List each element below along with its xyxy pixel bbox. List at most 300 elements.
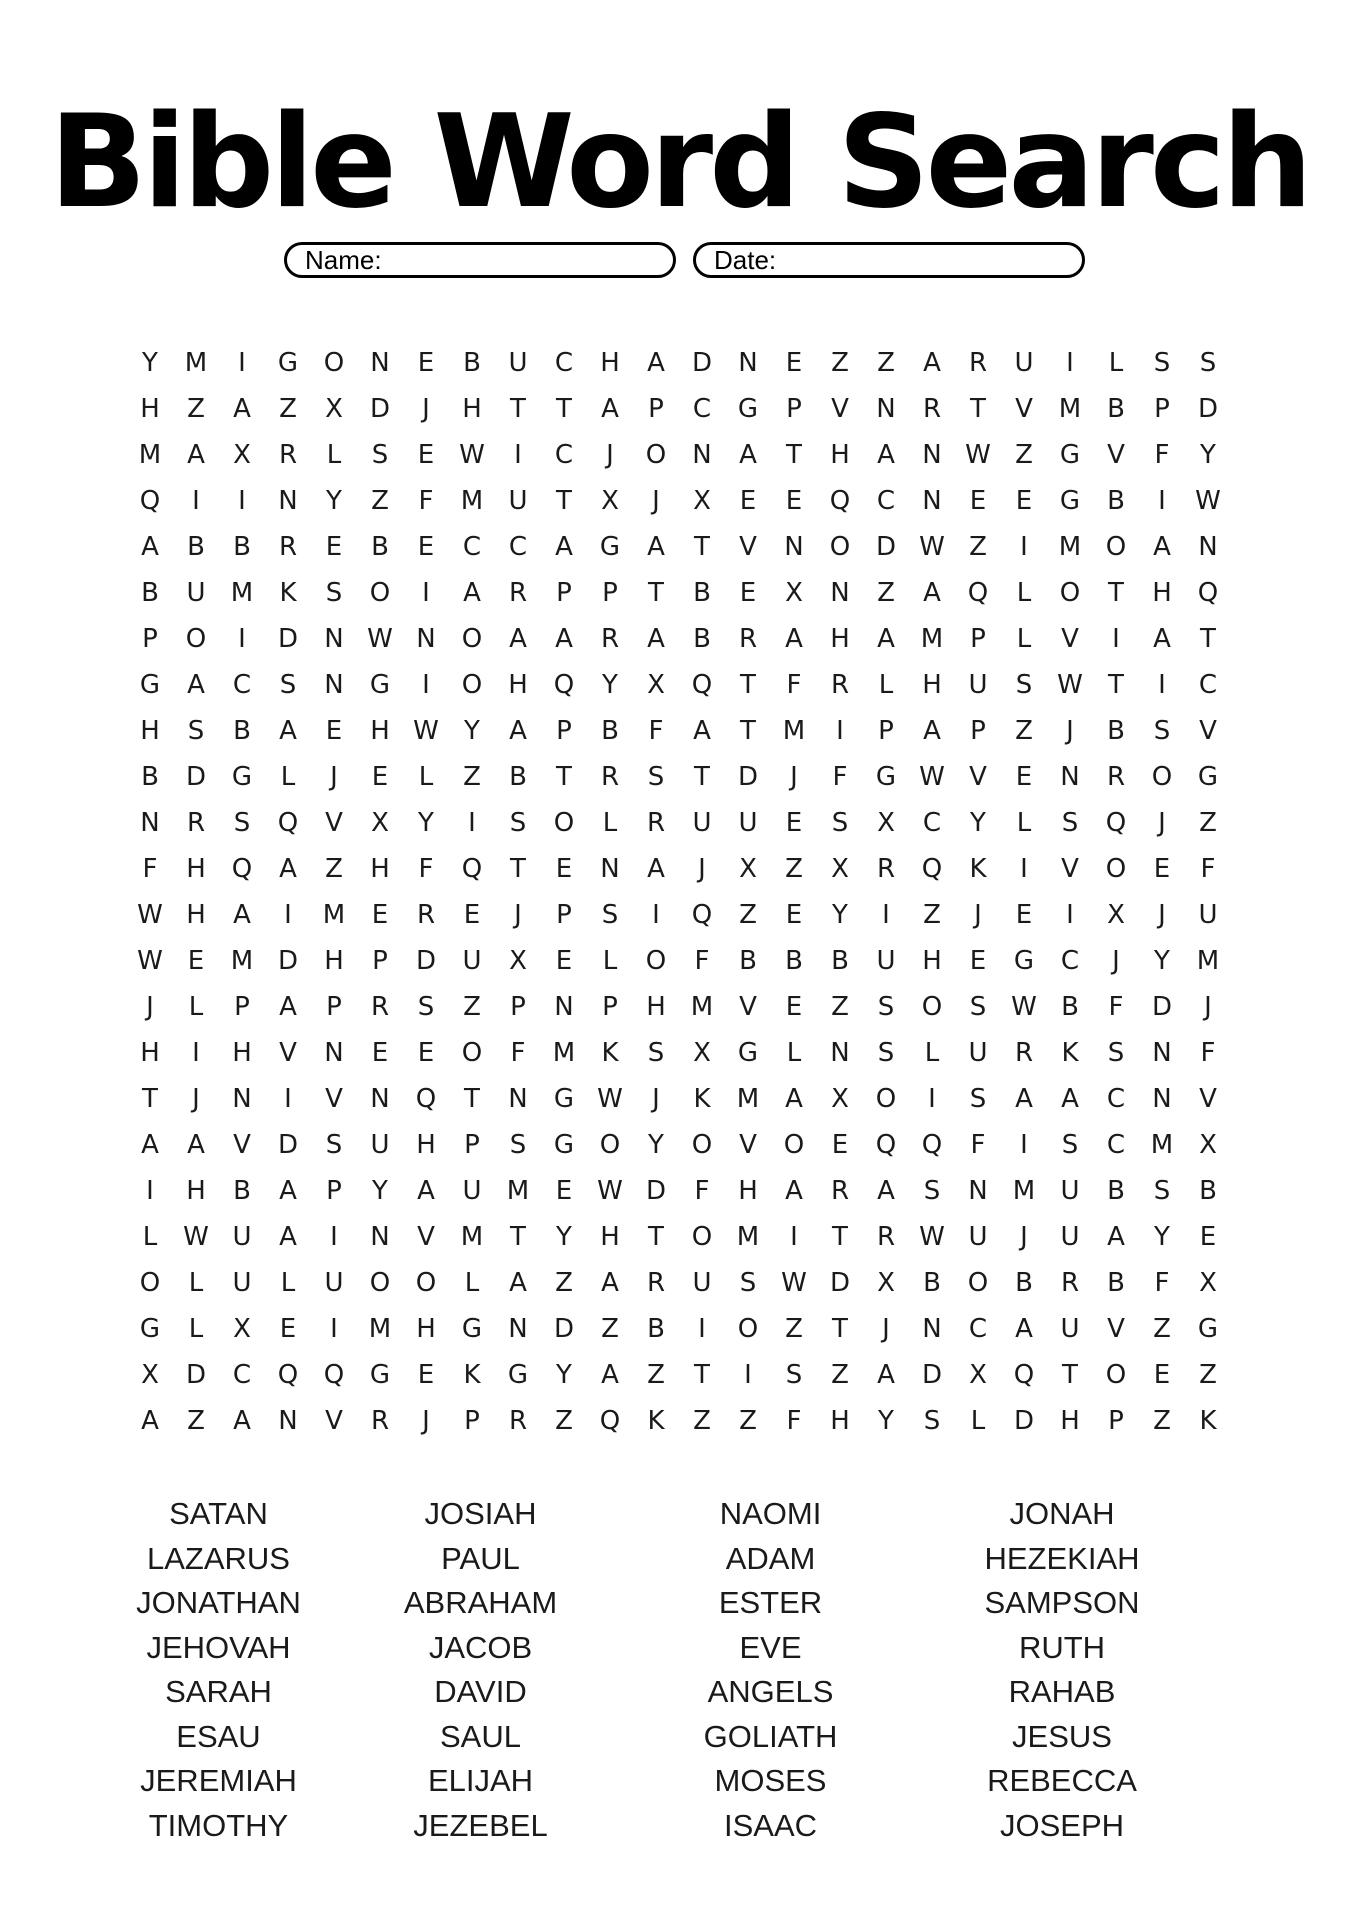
grid-letter[interactable]: H [416, 1130, 436, 1160]
grid-letter[interactable]: U [232, 1222, 252, 1252]
grid-letter[interactable]: V [325, 1084, 343, 1114]
grid-letter[interactable]: P [372, 946, 388, 976]
grid-letter[interactable]: N [370, 1084, 390, 1114]
grid-letter[interactable]: R [830, 670, 850, 700]
grid-letter[interactable]: O [1151, 762, 1173, 792]
grid-letter[interactable]: J [1158, 808, 1166, 838]
grid-letter[interactable]: O [921, 992, 943, 1022]
grid-letter[interactable]: S [279, 670, 297, 700]
grid-letter[interactable]: R [968, 348, 988, 378]
grid-letter[interactable]: Z [877, 348, 895, 378]
grid-letter[interactable]: N [508, 1314, 528, 1344]
grid-letter[interactable]: T [510, 854, 526, 884]
grid-letter[interactable]: A [877, 624, 895, 654]
grid-letter[interactable]: Q [599, 1406, 621, 1436]
grid-letter[interactable]: X [1199, 1130, 1217, 1160]
grid-letter[interactable]: S [371, 440, 389, 470]
grid-letter[interactable]: Y [418, 808, 434, 838]
grid-letter[interactable]: Z [739, 1406, 757, 1436]
grid-letter[interactable]: Z [601, 1314, 619, 1344]
grid-letter[interactable]: Y [326, 486, 342, 516]
grid-letter[interactable]: R [600, 762, 620, 792]
grid-letter[interactable]: P [878, 716, 894, 746]
grid-letter[interactable]: J [422, 394, 430, 424]
grid-letter[interactable]: N [416, 624, 436, 654]
grid-letter[interactable]: G [1059, 440, 1081, 470]
grid-letter[interactable]: E [739, 486, 757, 516]
grid-letter[interactable]: A [923, 578, 941, 608]
grid-letter[interactable]: V [1107, 1314, 1125, 1344]
grid-letter[interactable]: S [1061, 808, 1079, 838]
grid-letter[interactable]: H [1152, 578, 1172, 608]
grid-letter[interactable]: W [1011, 992, 1037, 1022]
grid-letter[interactable]: X [877, 1268, 895, 1298]
grid-letter[interactable]: N [1060, 762, 1080, 792]
grid-letter[interactable]: G [599, 532, 621, 562]
grid-letter[interactable]: Z [1015, 440, 1033, 470]
grid-letter[interactable]: A [509, 624, 527, 654]
grid-letter[interactable]: T [556, 486, 572, 516]
grid-letter[interactable]: P [464, 1406, 480, 1436]
grid-letter[interactable]: D [921, 1360, 943, 1390]
grid-letter[interactable]: C [968, 1314, 988, 1344]
grid-letter[interactable]: J [606, 440, 614, 470]
grid-letter[interactable]: Z [463, 762, 481, 792]
grid-letter[interactable]: E [785, 900, 803, 930]
grid-letter[interactable]: A [417, 1176, 435, 1206]
grid-letter[interactable]: Q [829, 486, 851, 516]
grid-letter[interactable]: X [831, 1084, 849, 1114]
grid-letter[interactable]: N [830, 578, 850, 608]
grid-letter[interactable]: I [1158, 486, 1166, 516]
grid-letter[interactable]: H [416, 1314, 436, 1344]
grid-letter[interactable]: R [738, 624, 758, 654]
grid-letter[interactable]: V [233, 1130, 251, 1160]
grid-letter[interactable]: A [877, 440, 895, 470]
grid-letter[interactable]: N [922, 486, 942, 516]
grid-letter[interactable]: E [325, 716, 343, 746]
grid-letter[interactable]: A [647, 348, 665, 378]
grid-letter[interactable]: U [692, 1268, 712, 1298]
name-field[interactable] [284, 242, 676, 278]
grid-letter[interactable]: M [736, 1222, 760, 1252]
grid-letter[interactable]: V [325, 1406, 343, 1436]
grid-letter[interactable]: L [1016, 624, 1032, 654]
grid-letter[interactable]: Q [1105, 808, 1127, 838]
grid-letter[interactable]: F [1154, 1268, 1170, 1298]
grid-letter[interactable]: U [1060, 1176, 1080, 1206]
grid-letter[interactable]: O [1105, 854, 1127, 884]
grid-letter[interactable]: W [413, 716, 439, 746]
grid-letter[interactable]: X [693, 1038, 711, 1068]
grid-letter[interactable]: F [832, 762, 848, 792]
grid-letter[interactable]: Q [921, 854, 943, 884]
grid-letter[interactable]: E [463, 900, 481, 930]
grid-letter[interactable]: A [1107, 1222, 1125, 1252]
grid-letter[interactable]: O [185, 624, 207, 654]
grid-letter[interactable]: N [922, 1314, 942, 1344]
grid-letter[interactable]: D [1197, 394, 1219, 424]
grid-letter[interactable]: T [694, 532, 710, 562]
grid-letter[interactable]: Z [693, 1406, 711, 1436]
grid-letter[interactable]: P [556, 716, 572, 746]
grid-letter[interactable]: Y [648, 1130, 664, 1160]
grid-letter[interactable]: S [877, 992, 895, 1022]
grid-letter[interactable]: Z [1153, 1314, 1171, 1344]
grid-letter[interactable]: V [325, 808, 343, 838]
grid-letter[interactable]: P [142, 624, 158, 654]
grid-letter[interactable]: A [187, 440, 205, 470]
grid-letter[interactable]: L [326, 440, 342, 470]
grid-letter[interactable]: C [508, 532, 528, 562]
grid-letter[interactable]: X [325, 394, 343, 424]
grid-letter[interactable]: V [739, 532, 757, 562]
grid-letter[interactable]: T [694, 762, 710, 792]
grid-letter[interactable]: O [829, 532, 851, 562]
grid-letter[interactable]: Y [970, 808, 986, 838]
grid-letter[interactable]: L [188, 1314, 204, 1344]
grid-letter[interactable]: I [1020, 1130, 1028, 1160]
grid-letter[interactable]: A [647, 854, 665, 884]
grid-letter[interactable]: Q [277, 1360, 299, 1390]
grid-letter[interactable]: Z [647, 1360, 665, 1390]
grid-letter[interactable]: A [601, 1268, 619, 1298]
grid-letter[interactable]: J [422, 1406, 430, 1436]
grid-letter[interactable]: V [279, 1038, 297, 1068]
grid-letter[interactable]: L [142, 1222, 158, 1252]
grid-letter[interactable]: U [232, 1268, 252, 1298]
grid-letter[interactable]: E [187, 946, 205, 976]
grid-letter[interactable]: N [784, 532, 804, 562]
grid-letter[interactable]: Q [875, 1130, 897, 1160]
grid-letter[interactable]: W [919, 532, 945, 562]
grid-letter[interactable]: R [278, 532, 298, 562]
grid-letter[interactable]: X [1107, 900, 1125, 930]
grid-letter[interactable]: R [1014, 1038, 1034, 1068]
grid-letter[interactable]: L [418, 762, 434, 792]
grid-letter[interactable]: A [141, 532, 159, 562]
grid-letter[interactable]: G [1197, 762, 1219, 792]
grid-letter[interactable]: E [1015, 486, 1033, 516]
grid-letter[interactable]: F [1108, 992, 1124, 1022]
grid-letter[interactable]: A [509, 1268, 527, 1298]
grid-letter[interactable]: S [233, 808, 251, 838]
grid-letter[interactable]: M [782, 716, 806, 746]
grid-letter[interactable]: R [508, 1406, 528, 1436]
grid-letter[interactable]: A [509, 716, 527, 746]
grid-letter[interactable]: W [137, 900, 163, 930]
grid-letter[interactable]: P [786, 394, 802, 424]
grid-letter[interactable]: E [417, 1360, 435, 1390]
grid-letter[interactable]: I [284, 900, 292, 930]
grid-letter[interactable]: L [1016, 808, 1032, 838]
grid-letter[interactable]: J [192, 1084, 200, 1114]
grid-letter[interactable]: E [279, 1314, 297, 1344]
grid-letter[interactable]: H [738, 1176, 758, 1206]
grid-letter[interactable]: D [277, 946, 299, 976]
grid-letter[interactable]: D [185, 1360, 207, 1390]
grid-letter[interactable]: Z [923, 900, 941, 930]
grid-letter[interactable]: Y [832, 900, 848, 930]
grid-letter[interactable]: E [371, 1038, 389, 1068]
grid-letter[interactable]: P [970, 716, 986, 746]
grid-letter[interactable]: G [139, 670, 161, 700]
grid-letter[interactable]: M [920, 624, 944, 654]
grid-letter[interactable]: O [1059, 578, 1081, 608]
grid-letter[interactable]: C [876, 486, 896, 516]
grid-letter[interactable]: X [371, 808, 389, 838]
grid-letter[interactable]: B [647, 1314, 665, 1344]
grid-letter[interactable]: A [877, 1176, 895, 1206]
grid-letter[interactable]: Q [1197, 578, 1219, 608]
grid-letter[interactable]: M [184, 348, 208, 378]
grid-letter[interactable]: B [1107, 1268, 1125, 1298]
grid-letter[interactable]: A [601, 394, 619, 424]
grid-letter[interactable]: Q [553, 670, 575, 700]
grid-letter[interactable]: B [1107, 394, 1125, 424]
grid-letter[interactable]: V [739, 1130, 757, 1160]
grid-letter[interactable]: A [279, 854, 297, 884]
grid-letter[interactable]: I [882, 900, 890, 930]
grid-letter[interactable]: K [647, 1406, 665, 1436]
grid-letter[interactable]: Y [372, 1176, 388, 1206]
grid-letter[interactable]: M [1058, 394, 1082, 424]
grid-letter[interactable]: H [140, 1038, 160, 1068]
grid-letter[interactable]: U [692, 808, 712, 838]
grid-letter[interactable]: L [1016, 578, 1032, 608]
grid-letter[interactable]: B [739, 946, 757, 976]
grid-letter[interactable]: Q [415, 1084, 437, 1114]
grid-letter[interactable]: R [876, 1222, 896, 1252]
grid-letter[interactable]: O [967, 1268, 989, 1298]
grid-letter[interactable]: H [324, 946, 344, 976]
grid-letter[interactable]: C [1106, 1130, 1126, 1160]
grid-letter[interactable]: O [369, 578, 391, 608]
grid-letter[interactable]: O [645, 946, 667, 976]
grid-letter[interactable]: E [785, 992, 803, 1022]
grid-letter[interactable]: H [922, 670, 942, 700]
grid-letter[interactable]: H [600, 1222, 620, 1252]
grid-letter[interactable]: Z [831, 992, 849, 1022]
grid-letter[interactable]: S [1199, 348, 1217, 378]
grid-letter[interactable]: M [506, 1176, 530, 1206]
grid-letter[interactable]: G [1059, 486, 1081, 516]
grid-letter[interactable]: W [597, 1176, 623, 1206]
grid-letter[interactable]: T [510, 1222, 526, 1252]
grid-letter[interactable]: Y [556, 1222, 572, 1252]
grid-letter[interactable]: A [877, 1360, 895, 1390]
grid-letter[interactable]: S [1015, 670, 1033, 700]
grid-letter[interactable]: B [1107, 716, 1125, 746]
grid-letter[interactable]: S [877, 1038, 895, 1068]
grid-letter[interactable]: R [922, 394, 942, 424]
grid-letter[interactable]: H [830, 440, 850, 470]
grid-letter[interactable]: S [325, 1130, 343, 1160]
grid-letter[interactable]: S [739, 1268, 757, 1298]
grid-letter[interactable]: D [875, 532, 897, 562]
grid-letter[interactable]: Q [691, 900, 713, 930]
grid-letter[interactable]: M [1012, 1176, 1036, 1206]
grid-letter[interactable]: A [601, 1360, 619, 1390]
grid-letter[interactable]: U [462, 1176, 482, 1206]
grid-letter[interactable]: W [183, 1222, 209, 1252]
grid-letter[interactable]: R [370, 1406, 390, 1436]
grid-letter[interactable]: E [785, 808, 803, 838]
grid-letter[interactable]: F [648, 716, 664, 746]
grid-letter[interactable]: H [922, 946, 942, 976]
grid-letter[interactable]: Z [1199, 1360, 1217, 1390]
grid-letter[interactable]: N [324, 1038, 344, 1068]
grid-letter[interactable]: S [1153, 1176, 1171, 1206]
grid-letter[interactable]: E [371, 900, 389, 930]
grid-letter[interactable]: U [1014, 348, 1034, 378]
grid-letter[interactable]: P [970, 624, 986, 654]
grid-letter[interactable]: X [509, 946, 527, 976]
grid-letter[interactable]: A [141, 1406, 159, 1436]
grid-letter[interactable]: O [323, 348, 345, 378]
grid-letter[interactable]: W [1195, 486, 1221, 516]
grid-letter[interactable]: C [232, 670, 252, 700]
grid-letter[interactable]: Z [831, 1360, 849, 1390]
grid-letter[interactable]: I [238, 624, 246, 654]
grid-letter[interactable]: S [187, 716, 205, 746]
grid-letter[interactable]: P [1108, 1406, 1124, 1436]
grid-letter[interactable]: A [1153, 532, 1171, 562]
grid-letter[interactable]: R [646, 1268, 666, 1298]
grid-letter[interactable]: V [1199, 1084, 1217, 1114]
grid-letter[interactable]: A [279, 992, 297, 1022]
grid-letter[interactable]: C [692, 394, 712, 424]
grid-letter[interactable]: F [142, 854, 158, 884]
grid-letter[interactable]: F [1200, 854, 1216, 884]
grid-letter[interactable]: I [146, 1176, 154, 1206]
grid-letter[interactable]: C [922, 808, 942, 838]
grid-letter[interactable]: R [1106, 762, 1126, 792]
grid-letter[interactable]: Q [921, 1130, 943, 1160]
grid-letter[interactable]: H [508, 670, 528, 700]
grid-letter[interactable]: U [738, 808, 758, 838]
grid-letter[interactable]: X [233, 1314, 251, 1344]
grid-letter[interactable]: Y [602, 670, 618, 700]
grid-letter[interactable]: C [1060, 946, 1080, 976]
grid-letter[interactable]: J [1112, 946, 1120, 976]
grid-letter[interactable]: E [417, 440, 435, 470]
grid-letter[interactable]: E [739, 578, 757, 608]
grid-letter[interactable]: D [829, 1268, 851, 1298]
grid-letter[interactable]: P [464, 1130, 480, 1160]
grid-letter[interactable]: X [739, 854, 757, 884]
grid-letter[interactable]: F [418, 854, 434, 884]
grid-letter[interactable]: U [1198, 900, 1218, 930]
grid-letter[interactable]: G [553, 1130, 575, 1160]
grid-letter[interactable]: D [645, 1176, 667, 1206]
grid-letter[interactable]: D [553, 1314, 575, 1344]
grid-letter[interactable]: Z [371, 486, 389, 516]
grid-letter[interactable]: S [1153, 348, 1171, 378]
grid-letter[interactable]: I [744, 1360, 752, 1390]
grid-letter[interactable]: C [462, 532, 482, 562]
grid-letter[interactable]: B [141, 762, 159, 792]
grid-letter[interactable]: T [832, 1314, 848, 1344]
grid-letter[interactable]: H [140, 394, 160, 424]
grid-letter[interactable]: I [698, 1314, 706, 1344]
grid-letter[interactable]: L [924, 1038, 940, 1068]
grid-letter[interactable]: M [460, 1222, 484, 1252]
grid-letter[interactable]: G [1013, 946, 1035, 976]
grid-letter[interactable]: N [370, 1222, 390, 1252]
grid-letter[interactable]: Y [1154, 1222, 1170, 1252]
grid-letter[interactable]: N [1152, 1084, 1172, 1114]
grid-letter[interactable]: J [882, 1314, 890, 1344]
grid-letter[interactable]: B [923, 1268, 941, 1298]
grid-letter[interactable]: H [600, 348, 620, 378]
grid-letter[interactable]: J [1066, 716, 1074, 746]
grid-letter[interactable]: M [230, 578, 254, 608]
grid-letter[interactable]: D [1151, 992, 1173, 1022]
grid-letter[interactable]: S [969, 1084, 987, 1114]
grid-letter[interactable]: L [602, 946, 618, 976]
grid-letter[interactable]: A [647, 532, 665, 562]
grid-letter[interactable]: T [1108, 670, 1124, 700]
grid-letter[interactable]: I [192, 1038, 200, 1068]
grid-letter[interactable]: H [186, 854, 206, 884]
grid-letter[interactable]: V [1015, 394, 1033, 424]
grid-letter[interactable]: A [279, 1222, 297, 1252]
grid-letter[interactable]: X [831, 854, 849, 884]
grid-letter[interactable]: N [738, 348, 758, 378]
grid-letter[interactable]: U [968, 1038, 988, 1068]
grid-letter[interactable]: T [786, 440, 802, 470]
grid-letter[interactable]: I [1158, 670, 1166, 700]
grid-letter[interactable]: T [694, 1360, 710, 1390]
grid-letter[interactable]: R [370, 992, 390, 1022]
grid-letter[interactable]: W [1057, 670, 1083, 700]
grid-letter[interactable]: N [278, 1406, 298, 1436]
grid-letter[interactable]: G [875, 762, 897, 792]
grid-letter[interactable]: A [463, 578, 481, 608]
grid-letter[interactable]: Y [878, 1406, 894, 1436]
grid-letter[interactable]: Z [831, 348, 849, 378]
grid-letter[interactable]: H [186, 900, 206, 930]
grid-letter[interactable]: E [969, 946, 987, 976]
grid-letter[interactable]: N [324, 670, 344, 700]
grid-letter[interactable]: S [509, 808, 527, 838]
grid-letter[interactable]: B [233, 1176, 251, 1206]
grid-letter[interactable]: G [507, 1360, 529, 1390]
grid-letter[interactable]: S [923, 1176, 941, 1206]
grid-letter[interactable]: Q [691, 670, 713, 700]
grid-letter[interactable]: M [138, 440, 162, 470]
grid-letter[interactable]: A [1153, 624, 1171, 654]
grid-letter[interactable]: O [553, 808, 575, 838]
grid-letter[interactable]: T [740, 716, 756, 746]
grid-letter[interactable]: Z [739, 900, 757, 930]
grid-letter[interactable]: U [186, 578, 206, 608]
grid-letter[interactable]: D [691, 348, 713, 378]
grid-letter[interactable]: G [369, 1360, 391, 1390]
grid-letter[interactable]: A [785, 1176, 803, 1206]
grid-letter[interactable]: R [830, 1176, 850, 1206]
grid-letter[interactable]: Z [325, 854, 343, 884]
grid-letter[interactable]: E [325, 532, 343, 562]
grid-letter[interactable]: R [876, 854, 896, 884]
grid-letter[interactable]: T [1062, 1360, 1078, 1390]
grid-letter[interactable]: L [280, 762, 296, 792]
grid-letter[interactable]: I [836, 716, 844, 746]
grid-letter[interactable]: A [785, 1084, 803, 1114]
grid-letter[interactable]: F [510, 1038, 526, 1068]
grid-letter[interactable]: F [694, 946, 710, 976]
